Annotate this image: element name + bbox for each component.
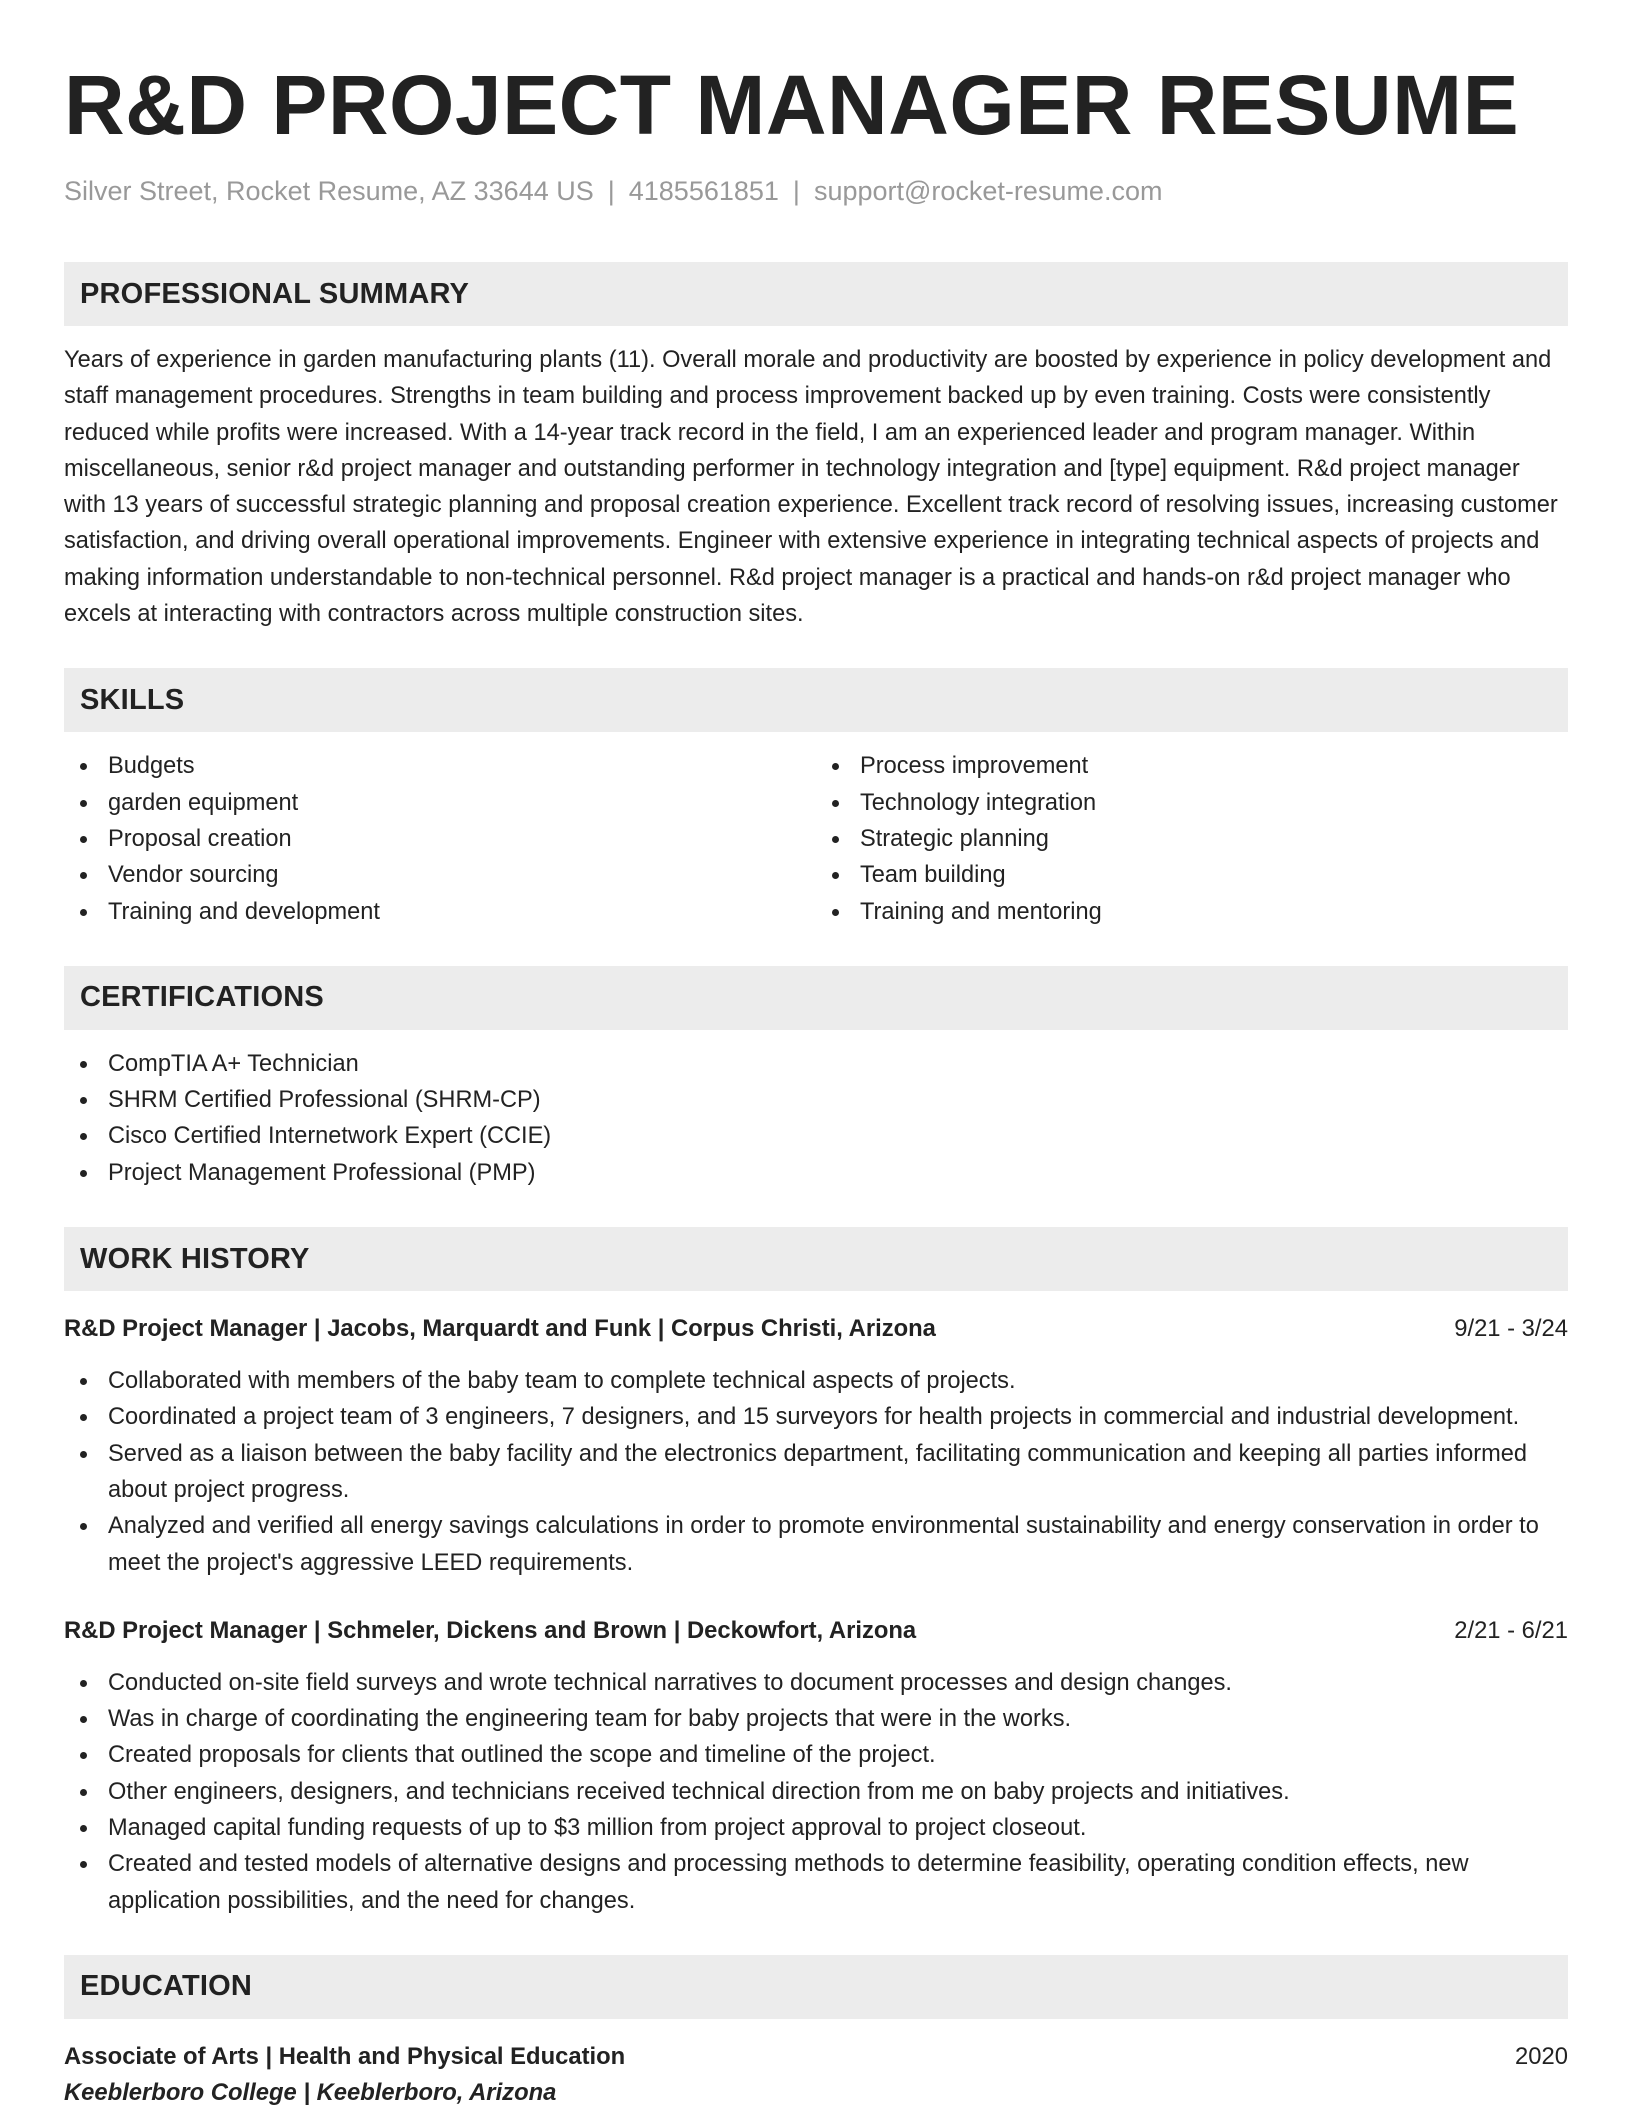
job-bullet: Analyzed and verified all energy savings calculations in order to promote environmental sustainability and energy conservation in order to meet the project's aggressive LEED requirements. xyxy=(64,1508,1568,1581)
contact-separator: | xyxy=(792,176,800,206)
education-school: Keeblerboro College | Keeblerboro, Arizona xyxy=(64,2078,557,2106)
skills-column-right xyxy=(816,748,1568,929)
job-header xyxy=(64,1613,1568,1649)
education-header xyxy=(64,2039,1568,2075)
section-heading-education: EDUCATION xyxy=(64,1955,1568,2019)
skill-item: Budgets xyxy=(64,748,816,784)
job-bullet: Was in charge of coordinating the engineering team for baby projects that were in the works. xyxy=(64,1701,1568,1737)
job-bullets xyxy=(64,1363,1568,1581)
job-bullet: Conducted on-site field surveys and wrote technical narratives to document processes and design changes. xyxy=(64,1665,1568,1701)
skills-list xyxy=(64,748,1568,929)
job-header xyxy=(64,1311,1568,1347)
job-bullet: Served as a liaison between the baby facility and the electronics department, facilitating communication and keeping all parties informed about project progress. xyxy=(64,1436,1568,1509)
section-heading-certifications: CERTIFICATIONS xyxy=(64,966,1568,1030)
certifications-list xyxy=(64,1046,1568,1191)
job-bullet: Coordinated a project team of 3 engineers, 7 designers, and 15 surveyors for health projects in commercial and industrial development. xyxy=(64,1399,1568,1435)
resume-title: R&D PROJECT MANAGER RESUME xyxy=(64,58,1520,152)
skill-item: Proposal creation xyxy=(64,821,816,857)
job-bullet: Created proposals for clients that outlined the scope and timeline of the project. xyxy=(64,1737,1568,1773)
section-heading-summary: PROFESSIONAL SUMMARY xyxy=(64,262,1568,326)
contact-email: support@rocket-resume.com xyxy=(813,176,1163,206)
section-heading-work-history: WORK HISTORY xyxy=(64,1227,1568,1291)
certification-item: Project Management Professional (PMP) xyxy=(64,1155,1568,1191)
certification-item: SHRM Certified Professional (SHRM-CP) xyxy=(64,1082,1568,1118)
skills-column-left xyxy=(64,748,816,929)
skill-item: Process improvement xyxy=(816,748,1568,784)
job-title: R&D Project Manager | Schmeler, Dickens and Brown | Deckowfort, Arizona xyxy=(64,1616,917,1644)
skill-item: Team building xyxy=(816,857,1568,893)
skill-item: Strategic planning xyxy=(816,821,1568,857)
job-dates: 2/21 - 6/21 xyxy=(1454,1616,1568,1644)
job-bullet: Created and tested models of alternative designs and processing methods to determine feasibility, operating condition effects, new application possibilities, and the need for changes. xyxy=(64,1846,1568,1919)
education-degree: Associate of Arts | Health and Physical Education xyxy=(64,2042,626,2070)
skill-item: Training and mentoring xyxy=(816,894,1568,930)
skill-item: Vendor sourcing xyxy=(64,857,816,893)
certification-item: Cisco Certified Internetwork Expert (CCIE) xyxy=(64,1118,1568,1154)
section-heading-skills: SKILLS xyxy=(64,668,1568,732)
job-bullet: Other engineers, designers, and technicians received technical direction from me on baby projects and initiatives. xyxy=(64,1774,1568,1810)
contact-separator: | xyxy=(607,176,615,206)
contact-address: Silver Street, Rocket Resume, AZ 33644 US xyxy=(64,176,594,206)
job-dates: 9/21 - 3/24 xyxy=(1454,1315,1568,1343)
job-bullets xyxy=(64,1665,1568,1919)
skill-item: Technology integration xyxy=(816,785,1568,821)
education-year: 2020 xyxy=(1515,2042,1568,2070)
summary-text: Years of experience in garden manufacturing plants (11). Overall morale and productivity are boosted by experience in policy development and staff management procedures. Strengths in team building and process improvement backed up by even training. Costs were consistently reduced while profits were increased. With a 14-year track record in the field, I am an experienced leader and program manager. Within miscellaneous, senior r&d project manager and outstanding performer in technology integration and [type] equipment. R&d project manager with 13 years of successful strategic planning and proposal creation experience. Excellent track record of resolving issues, increasing customer satisfaction, and driving overall operational improvements. Engineer with extensive experience in integrating technical aspects of projects and making information understandable to non-technical personnel. R&d project manager is a practical and hands-on r&d project manager who excels at interacting with contractors across multiple construction sites. xyxy=(64,347,1558,628)
contact-phone: 4185561851 xyxy=(628,176,779,206)
job-bullet: Managed capital funding requests of up to $3 million from project approval to project closeout. xyxy=(64,1810,1568,1846)
job-bullet: Collaborated with members of the baby team to complete technical aspects of projects. xyxy=(64,1363,1568,1399)
certification-item: CompTIA A+ Technician xyxy=(64,1046,1568,1082)
contact-line xyxy=(64,174,1568,208)
skill-item: Training and development xyxy=(64,894,816,930)
job-title: R&D Project Manager | Jacobs, Marquardt and Funk | Corpus Christi, Arizona xyxy=(64,1315,936,1343)
skill-item: garden equipment xyxy=(64,785,816,821)
